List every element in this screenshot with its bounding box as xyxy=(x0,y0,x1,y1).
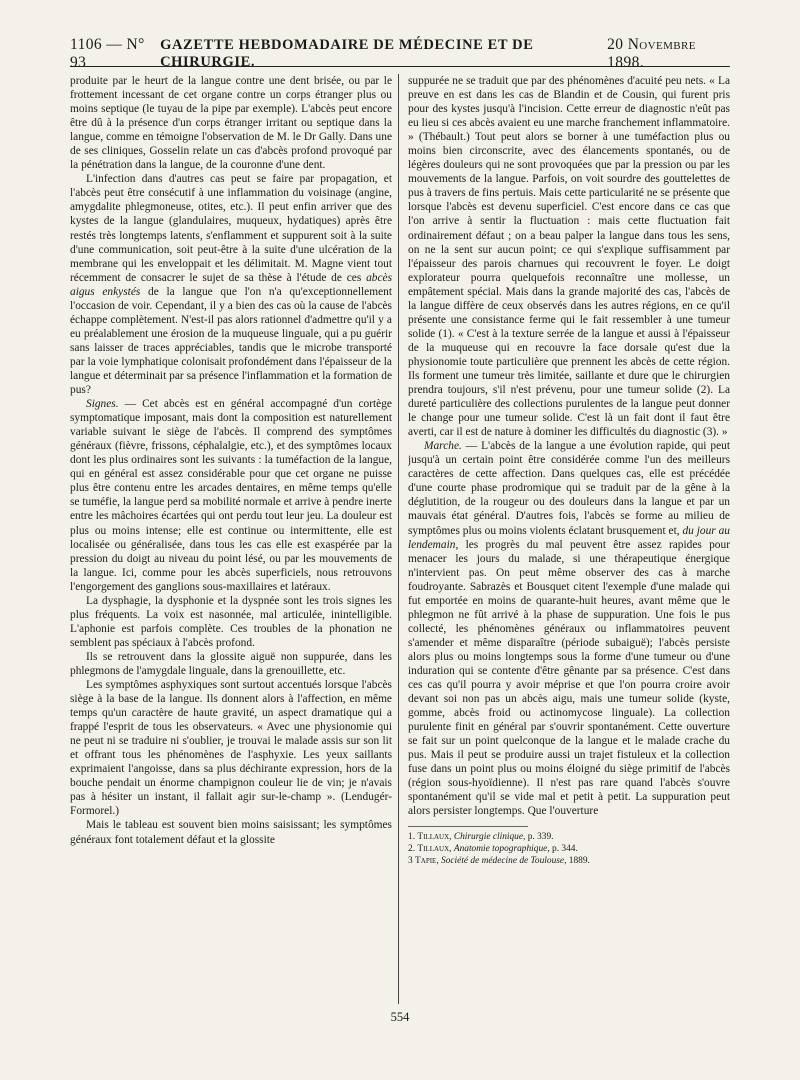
footnote-page: 1889. xyxy=(566,856,590,867)
left-column xyxy=(70,74,392,1000)
page-number: 554 xyxy=(390,1010,410,1024)
paragraph: Les symptômes asphyxiques sont surtout accentués lorsque l'abcès siège à la base de la langue. Ils donnent alors à l'affection, en même temps qu'un caractère de haute gravité, un aspect dramatique qui a frappé l'esprit de tous les observateurs. « Avec une physionomie qui ne peut ni se traduire ni s'oublier, je trouvai le malade assis sur son lit et offrant tous les phénomènes de l'asphyxie. Les yeux saillants exprimaient l'angoisse, dans sa plus déchirante expression, hors de la bouche pendait un énorme champignon couleur lie de vin; je n'avais pas à hésiter un instant, il fallait agir sur-le-champ ». (Lendugér-Formorel.) xyxy=(70,679,392,818)
footnote-number: 3 xyxy=(408,856,413,867)
footnote-page: p. 344. xyxy=(549,844,578,855)
italic-term: du jour au lendemain, xyxy=(408,524,730,551)
paragraph: Ils se retrouvent dans la glossite aiguë non suppurée, dans les phlegmons de l'amygdale linguale, dans la grenouillette, etc. xyxy=(70,650,392,677)
footnote xyxy=(408,831,730,843)
footnote-page: p. 339. xyxy=(525,832,554,843)
running-header xyxy=(70,36,730,71)
section-heading: Marche. xyxy=(424,440,462,453)
text-run: — L'abcès de la langue a une évolution rapide, qui peut jusqu'à un certain point être considérée comme l'un des meilleurs caractères de cette affection. Dans quelques cas, elle est précédée d'une courte phase prodromique qui se traduit par de la gêne à la déglutition, de la rougeur ou des douleurs dans la langue et par un mauvais état général. D'autres fois, l'abcès se forme au milieu de symptômes plus ou moins violents éclatant brusquement et, xyxy=(408,440,730,537)
footnote-title: Société de médecine de Toulouse, xyxy=(441,856,567,867)
footnote xyxy=(408,855,730,867)
footnote-number: 1. xyxy=(408,832,416,843)
footnote-number: 2. xyxy=(408,844,416,855)
paragraph: produite par le heurt de la langue contre une dent brisée, ou par le frottement incessant de cet organe contre un corps étranger plus ou moins septique (le tuyau de la pipe par exemple). L'abcès peut encore être dû à la présence d'un corps étranger irritant ou septique dans la langue, comme en témoigne l'observation de M. le Dr Gally. Dans une de ses cliniques, Gosselin relate un cas d'abcès profond provoqué par la pénétration dans la langue, de la couronne d'une dent. xyxy=(70,75,392,172)
column-divider xyxy=(398,74,399,1004)
issue-date: 20 Novembre 1898. xyxy=(607,36,696,71)
footnote-rule xyxy=(408,826,528,827)
paragraph: La dysphagie, la dysphonie et la dyspnée sont les trois signes les plus fréquents. La voix est nasonnée, mal articulée, inintelligible. L'aphonie est parfois complète. Ces troubles de la phonation ne semblent pas spéciaux à l'abcès profond. xyxy=(70,594,392,649)
right-column xyxy=(408,74,730,1000)
footnote-title: Chirurgie clinique, xyxy=(453,832,526,843)
text-run: les progrès du mal peuvent être assez rapides pour menacer les jours du malade, si une thérapeutique énergique n'intervient pas. On peut même observer des cas à marche foudroyante. Sabrazès et Bousquet citent l'exemple d'une malade qui fut emportée en moins de quarante-huit heures, avant même que le phlegmon ne fût arrivé à la phase de suppuration. Une fois le pus collecté, les phénomènes généraux ou inflammatoires peuvent s'amender et même disparaître (période subaiguë); l'abcès persiste alors plus ou moins longtemps sous la forme d'une tumeur ou d'une induration qui se contente d'être gênante par sa présence. C'est dans ces cas qu'il pourra y avoir méprise et que l'on pourra croire avoir devant soi non pas un abcès aigu, mais une tumeur solide (kyste, gomme, abcès froid ou actinomycose linguale). La collection purulente finit en général par s'ouvrir spontanément. Cette ouverture se fait sur un point quelconque de la langue et le malade crache du pus. Mais il peut se produire aussi un trajet fistuleux et la collection fuse dans un point plus ou moins éloigné du siège primitif de l'abcès (région sous-hyoïdienne). Il n'est pas rare quand l'abcès s'ouvre spontanément qu'il se vide mal et petit à petit. La suppuration peut alors persister longtemps. Que l'ouverture xyxy=(408,538,730,818)
paragraph: suppurée ne se traduit que par des phénomènes d'acuité peu nets. « La preuve en est dans les cas de Blandin et de Cousin, qui furent pris pour des kystes jusqu'à l'incision. Cette erreur de diagnostic n'eût pas eu lieu si ces abcès avaient eu une marche franchement inflammatoire. » (Thébault.) Tout peut alors se borner à une tuméfaction plus ou moins bien circonscrite, avec des élancements spontanés, ou de légères douleurs qui ne sont provoquées que par la pression ou par les mouvements de la langue. Parfois, on voit sourdre des gouttelettes de pus à travers de fins pertuis. Mais cette particularité ne se présente que lorsque l'abcès est devenu superficiel. C'est encore dans ce cas que l'on arrive à sentir la fluctuation : mais cette fluctuation fait ordinairement défaut ; on a beau palper la langue dans tous les sens, on ne la sent sur aucun point; ce qui s'explique suffisamment par l'épaisseur des parois charnues qui recouvrent le foyer. Le doigt explorateur pourra quelquefois reconnaître une mollesse, un empâtement spécial. Mais dans la grande majorité des cas, l'abcès de la langue diffère de ceux observés dans les autres régions, en ce qu'il présente une consistance ferme qui le fait ressembler à une tumeur solide (1). « C'est à la texture serrée de la langue et aussi à l'épaisseur de la muqueuse qui en recouvre la face dorsale qu'est due la physionomie toute particulière que prennent les abcès de cette région. Ils forment une tumeur très limitée, saillante et dure que le chirurgien prendra toujours, s'il n'est prévenu, pour une tumeur solide (2). La dureté particulière des collections purulentes de la langue peut donner le change pour une tumeur solide. C'est là un fait dont il faut être averti, car il est de nature à dominer les difficultés du diagnostic (3). » xyxy=(408,75,730,439)
header-page-ref: 1106 — N° 93 xyxy=(70,36,145,71)
footnote-author: Tillaux, xyxy=(417,844,452,855)
text-run: — Cet abcès est en général accompagné d'un cortège symptomatique imposant, mais dont la composition est naturellement variable suivant le siège de l'abcès. Il comprend des symptômes généraux (fièvre, frissons, céphalalgie, etc.), et des symptômes locaux dont les plus ordinaires sont les suivants : la tuméfaction de la langue, qui en général est assez considérable pour que cet organe ne puisse plus être contenu entre les arcades dentaires, en même temps qu'elle se tuméfie, la langue perd sa mobilité normale et arrive à pendre inerte entre les mâchoires écartées qui ont perdu tout leur jeu. La douleur est plus ou moins intense; elle est continue ou intermittente, elle est localisée ou généralisée, dans tous les cas elle est exaspérée par la pression du doigt au niveau du point lésé, ou par les mouvements de la langue. Ici, comme pour les abcès superficiels, nous retrouvons l'engorgement des ganglions sous-maxillaires et latéraux. xyxy=(70,398,392,593)
text-run: L'infection dans d'autres cas peut se faire par propagation, et l'abcès peut être consécutif à une inflammation du voisinage (angine, amygdalite phlegmoneuse, otites, etc.). Il peut enfin arriver que des kystes de la langue (glandulaires, muqueux, hydatiques) après être restés très longtemps latents, s'enflamment et suppurent soit à la suite d'une communication, soit peut-être à la suite d'une ulcération de la membrane qui les enveloppait et les délimitait. M. Magne vient tout récemment de consacrer le sujet de sa thèse à l'étude de ces xyxy=(70,173,392,284)
section-heading: Signes. xyxy=(86,398,119,411)
text-columns xyxy=(70,74,730,1000)
paragraph: Mais le tableau est souvent bien moins saisissant; les symptômes généraux font totalement défaut et la glossite xyxy=(70,819,392,846)
paragraph xyxy=(70,172,392,397)
paragraph xyxy=(408,439,730,818)
footnote-author: Tapie, xyxy=(415,856,439,867)
text-run: de la langue que l'on n'a qu'exceptionnellement l'occasion de voir. Cependant, il y a bien des cas où la cause de l'abcès échappe complètement. N'est-il pas alors rationnel d'admettre qu'il y a eu préalablement une érosion de la muqueuse linguale, qui a pu guérir sans laisser de traces appréciables, tandis que le microbe transporté par la voie lymphatique colonisait profondément dans l'épaisseur de la langue et déterminait par sa présence l'inflammation et la formation de pus? xyxy=(70,285,392,397)
footnote xyxy=(408,843,730,855)
italic-term: abcès aigus enkystés xyxy=(70,271,392,298)
journal-title: GAZETTE HEBDOMADAIRE DE MÉDECINE ET DE CHIRURGIE. xyxy=(160,37,534,70)
footnote-title: Anatomie topographique, xyxy=(453,844,550,855)
paragraph xyxy=(70,397,392,594)
footnotes xyxy=(408,831,730,867)
footnote-author: Tillaux, xyxy=(417,832,452,843)
